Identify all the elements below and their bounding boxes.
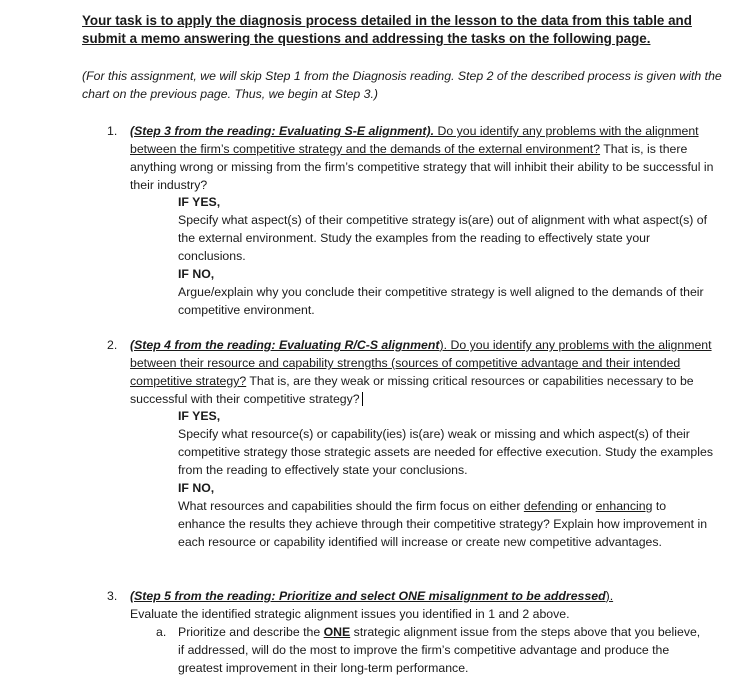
item-2-enhancing: enhancing: [595, 499, 653, 513]
item-3-text: [130, 587, 715, 623]
item-2-if-no-text-2: to enhance the results they achieve through their competitive strategy? Explain how improvement in each resource or capability identified will increase or create new competitive advantages.: [178, 499, 708, 549]
item-1-question: Do you identify any problems with the alignment between the firm’s competitive strategy and the demands of the external environment?: [130, 124, 699, 156]
item-2-defending: defending: [523, 499, 578, 513]
item-1-step-label: (Step 3 from the reading: Evaluating S-E alignment).: [130, 124, 435, 138]
item-2-number: 2.: [107, 338, 118, 352]
item-1-if-no-text: Argue/explain why you conclude their competitive strategy is well aligned to the demands of their competitive environment.: [178, 285, 704, 317]
item-1-conditions: [178, 193, 713, 319]
item-1-if-no-label: IF NO,: [178, 267, 215, 281]
item-1-rest: That is, is there anything wrong or missing from the firm’s competitive strategy that will inhibit their ability to be successful in their industry?: [130, 142, 714, 192]
item-3-step-close: ).: [605, 589, 614, 603]
item-3a-one: ONE: [323, 625, 351, 639]
item-3a-text-2: strategic alignment issue from the steps above that you believe, if addressed, will do the most to improve the firm’s competitive advantage and produce the greatest improvement in their long-term performance.: [178, 625, 701, 675]
item-2-text: [130, 336, 715, 408]
item-2-step-label: (Step 4 from the reading: Evaluating R/C-S alignment: [130, 338, 440, 352]
item-3-line2: Evaluate the identified strategic alignment issues you identified in 1 and 2 above.: [130, 607, 570, 621]
item-3a-letter: a.: [156, 625, 167, 639]
text-cursor: [362, 392, 363, 406]
item-2-if-yes-text: Specify what resource(s) or capability(ies) is(are) weak or missing and which aspect(s) of their competitive strategy those strategic assets are needed for effective execution. Study the examples from the reading to effectively state your conclusions.: [178, 427, 713, 477]
item-2-if-no-text-1: What resources and capabilities should the firm focus on either: [178, 499, 524, 513]
item-2-if-yes-label: IF YES,: [178, 409, 221, 423]
item-2-if-no-text: [178, 497, 713, 551]
item-1-if-yes-label: IF YES,: [178, 195, 221, 209]
item-2-if-no-label: IF NO,: [178, 481, 215, 495]
task-heading: Your task is to apply the diagnosis process detailed in the lesson to the data from this table and submit a memo answering the questions and addressing the tasks on the following page.: [82, 13, 692, 46]
item-3-number: 3.: [107, 589, 118, 603]
item-2-step-close: ).: [439, 338, 448, 352]
item-3a-text-1: Prioritize and describe the: [178, 625, 324, 639]
item-3a-text: [178, 623, 708, 677]
item-1-if-yes-text: Specify what aspect(s) of their competitive strategy is(are) out of alignment with what aspect(s) of the external environment. Study the examples from the reading to effectively state your conclusions.: [178, 213, 707, 263]
item-2-question: Do you identify any problems with the alignment between their resource and capability strengths (sources of competitive advantage and their intended competitive strategy?: [130, 338, 712, 388]
item-3-step-label: (Step 5 from the reading: Prioritize and select ONE misalignment to be addressed: [130, 589, 606, 603]
item-2-rest: That is, are they weak or missing critical resources or capabilities necessary to be successful with their competitive strategy?: [130, 374, 694, 406]
item-2-or: or: [577, 499, 596, 513]
item-2-conditions: [178, 407, 713, 551]
item-1-text: [130, 122, 715, 194]
item-1-number: 1.: [107, 124, 118, 138]
intro-note: (For this assignment, we will skip Step 1 from the Diagnosis reading. Step 2 of the described process is given with the chart on the previous page. Thus, we begin at Step 3.): [82, 69, 722, 101]
